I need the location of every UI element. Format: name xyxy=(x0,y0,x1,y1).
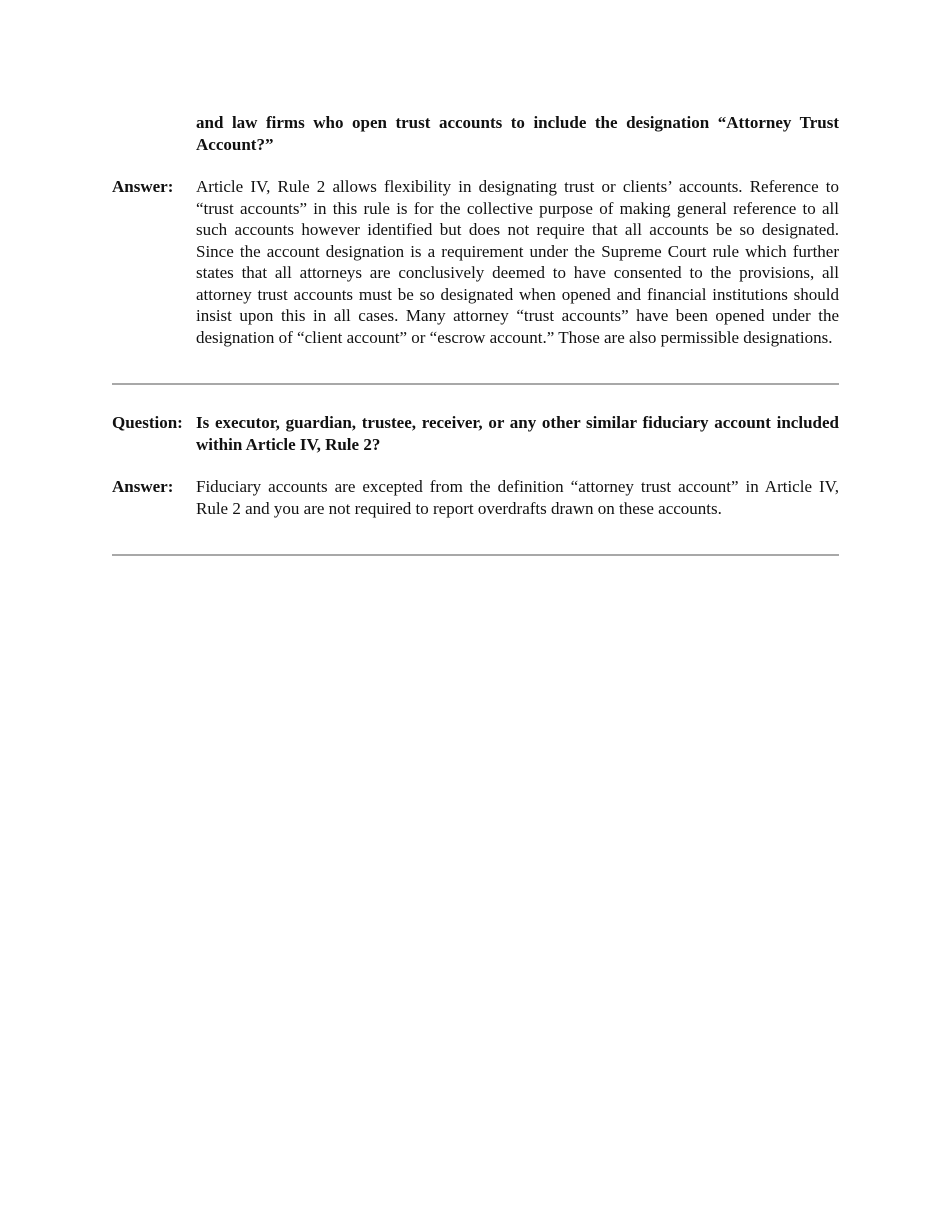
answer-row-1 xyxy=(112,176,839,348)
question-label-2: Question: xyxy=(112,413,183,432)
continued-question xyxy=(112,112,839,155)
answer-label-2: Answer: xyxy=(112,477,174,496)
answer-label-1: Answer: xyxy=(112,177,174,196)
section-divider-1 xyxy=(112,383,839,385)
question-row-2 xyxy=(112,412,839,455)
answer-block-2 xyxy=(112,476,839,519)
question-block-2 xyxy=(112,412,839,455)
answer-row-2 xyxy=(112,476,839,519)
answer-text-2: Fiduciary accounts are excepted from the definition “attorney trust account” in Article IV, Rule 2 and you are not required to report overdrafts drawn on these accounts. xyxy=(196,477,839,518)
section-divider-2 xyxy=(112,554,839,556)
answer-text-1: Article IV, Rule 2 allows flexibility in designating trust or clients’ accounts. Reference to “trust accounts” in this rule is for the collective purpose of making general reference to all such accounts however identified but does not require that all accounts be so designated. Since the account designation is a requirement under the Supreme Court rule which further states that all attorneys are conclusively deemed to have consented to the provisions, all attorney trust accounts must be so designated when opened and financial institutions should insist upon this in all cases. Many attorney “trust accounts” have been opened under the designation of “client account” or “escrow account.” Those are also permissible designations. xyxy=(196,177,839,347)
continued-question-text: and law firms who open trust accounts to include the designation “Attorney Trust Account?” xyxy=(196,113,839,154)
question-text-2: Is executor, guardian, trustee, receiver, or any other similar fiduciary account included within Article IV, Rule 2? xyxy=(196,413,839,454)
answer-block-1 xyxy=(112,176,839,348)
continued-question-row xyxy=(112,112,839,155)
